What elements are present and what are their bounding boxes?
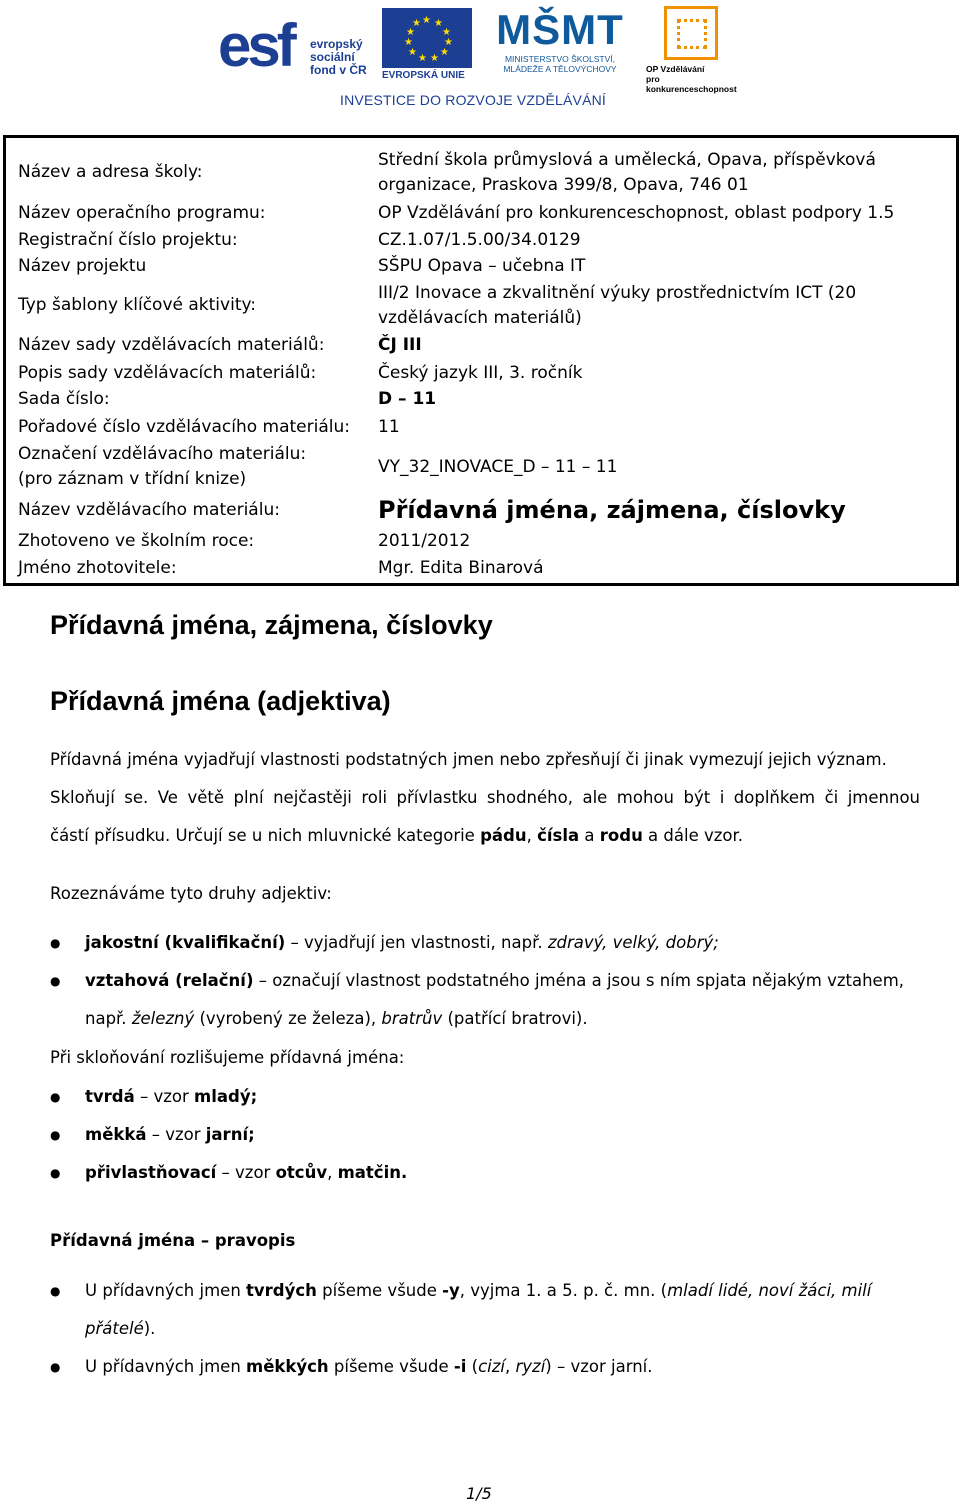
text-run: píšeme všude [316, 1281, 443, 1300]
info-label: (pro záznam v třídní knize) [18, 469, 247, 489]
declension-heading: Při skloňování rozlišujeme přídavná jména: [50, 1048, 405, 1067]
list-item [50, 962, 920, 1038]
text-run: , vyjma 1. a 5. p. č. mn. ( [459, 1281, 668, 1300]
esf-mark: esf [218, 12, 293, 79]
info-label: Registrační číslo projektu: [18, 230, 238, 250]
text-run: mladí lidé, noví žáci, milí [667, 1281, 872, 1300]
info-value: 2011/2012 [378, 531, 471, 551]
text-run: (patřící bratrovi). [442, 1009, 588, 1028]
declension-list [50, 1078, 920, 1192]
op-text-line: pro konkurenceschopnost [646, 74, 737, 94]
text-run: – vzor [134, 1087, 195, 1106]
text-run: , [526, 826, 538, 845]
msmt-mark: MŠMT [496, 6, 624, 53]
info-label: Označení vzdělávacího materiálu: [18, 444, 307, 464]
info-label: Název vzdělávacího materiálu: [18, 500, 280, 520]
op-text-line: OP Vzdělávání [646, 64, 705, 74]
info-value: SŠPU Opava – učebna IT [378, 256, 586, 276]
text-run: např. [85, 1009, 132, 1028]
text-run: -y [442, 1281, 460, 1300]
text-run: ) – vzor jarní. [545, 1357, 653, 1376]
esf-text-line: fond v ČR [310, 63, 367, 77]
text-run: – vzor [146, 1125, 206, 1144]
text-run: a [579, 826, 600, 845]
info-label: Název sady vzdělávacích materiálů: [18, 335, 325, 355]
info-label: Zhotoveno ve školním roce: [18, 531, 255, 551]
msmt-text-line: MINISTERSTVO ŠKOLSTVÍ, [504, 54, 616, 64]
text-run: bratrův [381, 1009, 443, 1028]
info-label: Název a adresa školy: [18, 162, 203, 182]
text-run: zdravý, velký, dobrý; [547, 933, 719, 952]
info-row-template [18, 283, 948, 327]
info-value: OP Vzdělávání pro konkurenceschopnost, oblast podpory 1.5 [378, 203, 895, 223]
msmt-text-line: MLÁDEŽE A TĚLOVÝCHOVY [503, 64, 617, 74]
text-line [50, 817, 920, 855]
info-value: organizace, Praskova 399/8, Opava, 746 01 [378, 175, 749, 195]
esf-text-line: sociální [310, 50, 355, 64]
types-heading: Rozeznáváme tyto druhy adjektiv: [50, 884, 332, 903]
text-run: čísla [537, 826, 580, 845]
info-label: Název operačního programu: [18, 203, 266, 223]
text-run: , [504, 1357, 516, 1376]
info-label: Sada číslo: [18, 389, 110, 409]
text-run: pádu [480, 826, 527, 845]
page-title: Přídavná jména, zájmena, číslovky [50, 610, 493, 640]
text-run: ). [143, 1319, 156, 1338]
text-run: (vyrobený ze železa), [194, 1009, 382, 1028]
esf-text-line: evropský [310, 37, 363, 51]
page-number: 1/5 [466, 1484, 492, 1503]
list-item [50, 1348, 920, 1386]
op-mark-icon [664, 6, 718, 60]
text-run: ryzí [515, 1357, 546, 1376]
text-run: tvrdých [246, 1281, 317, 1300]
info-value: ČJ III [378, 335, 422, 355]
msmt-logo [480, 6, 640, 82]
esf-text [310, 38, 367, 77]
text-run: U přídavných jmen [85, 1281, 247, 1300]
text-run: jarní; [205, 1125, 255, 1144]
op-logo [646, 6, 746, 94]
text-run: mladý; [194, 1087, 258, 1106]
info-value: Český jazyk III, 3. ročník [378, 363, 583, 383]
list-item [50, 924, 920, 962]
text-run: píšeme všude [328, 1357, 454, 1376]
text-run: , [327, 1163, 338, 1182]
text-run: – vzor [216, 1163, 276, 1182]
info-value: VY_32_INOVACE_D – 11 – 11 [378, 457, 618, 477]
header-logos [0, 0, 960, 112]
types-list [50, 924, 920, 1038]
info-table [3, 135, 959, 586]
info-value: Přídavná jména, zájmena, číslovky [378, 496, 846, 524]
info-label: Typ šablony klíčové aktivity: [18, 295, 257, 315]
text-run: cizí [478, 1357, 505, 1376]
investment-tagline: INVESTICE DO ROZVOJE VZDĚLÁVÁNÍ [340, 92, 607, 108]
eu-logo [382, 8, 472, 84]
spelling-heading: Přídavná jména – pravopis [50, 1231, 296, 1250]
list-item [50, 1272, 920, 1348]
eu-flag-icon: ★ ★ ★ ★ ★ ★ ★ ★ ★ ★ ★ [382, 8, 472, 68]
text-run: rodu [599, 826, 643, 845]
info-label: Jméno zhotovitele: [18, 558, 177, 578]
esf-logo [218, 8, 378, 84]
text-run: matčin. [337, 1163, 408, 1182]
text-run: vztahová (relační) [85, 971, 254, 990]
intro-paragraph [50, 741, 920, 855]
info-value: Mgr. Edita Binarová [378, 558, 544, 578]
text-run: měkká [85, 1125, 147, 1144]
info-label: Popis sady vzdělávacích materiálů: [18, 363, 317, 383]
list-item [50, 1154, 920, 1192]
text-run: železný [131, 1009, 195, 1028]
info-label: Pořadové číslo vzdělávacího materiálu: [18, 417, 350, 437]
info-value: III/2 Inovace a zkvalitnění výuky prostřednictvím ICT (20 [378, 283, 857, 303]
info-label: Název projektu [18, 256, 147, 276]
info-value: CZ.1.07/1.5.00/34.0129 [378, 230, 581, 250]
text-run: ( [466, 1357, 479, 1376]
text-run: tvrdá [85, 1087, 135, 1106]
spelling-list [50, 1272, 920, 1386]
text-run: a dále vzor. [642, 826, 744, 845]
text-run: přátelé [85, 1319, 144, 1338]
msmt-text [480, 54, 640, 74]
text-line: Skloňují se. Ve větě plní nejčastěji roli přívlastku shodného, ale mohou být i doplňkem či jmennou [50, 788, 920, 807]
op-text [646, 64, 746, 94]
list-item [50, 1078, 920, 1116]
list-item [50, 1116, 920, 1154]
info-value: Střední škola průmyslová a umělecká, Opava, příspěvková [378, 150, 876, 170]
info-value: D – 11 [378, 389, 437, 409]
text-run: měkkých [246, 1357, 329, 1376]
text-run: – označují vlastnost podstatného jména a jsou s ním spjata nějakým vztahem, [253, 971, 905, 990]
eu-text: EVROPSKÁ UNIE [382, 70, 465, 81]
text-run: jakostní (kvalifikační) [85, 933, 286, 952]
text-line: Přídavná jména vyjadřují vlastnosti podstatných jmen nebo zpřesňují či jinak vymezují jejich význam. [50, 750, 887, 769]
text-run: -i [453, 1357, 467, 1376]
text-run: U přídavných jmen [85, 1357, 247, 1376]
text-run: otcův [275, 1163, 328, 1182]
info-value: vzdělávacích materiálů) [378, 308, 582, 328]
info-row-school [18, 150, 948, 194]
text-run: částí přísudku. Určují se u nich mluvnické kategorie [50, 826, 481, 845]
section-title-adjectives: Přídavná jména (adjektiva) [50, 686, 391, 716]
info-row-material-mark [18, 444, 948, 490]
text-run: přivlastňovací [85, 1163, 217, 1182]
text-run: – vyjadřují jen vlastnosti, např. [285, 933, 548, 952]
info-value: 11 [378, 417, 400, 437]
